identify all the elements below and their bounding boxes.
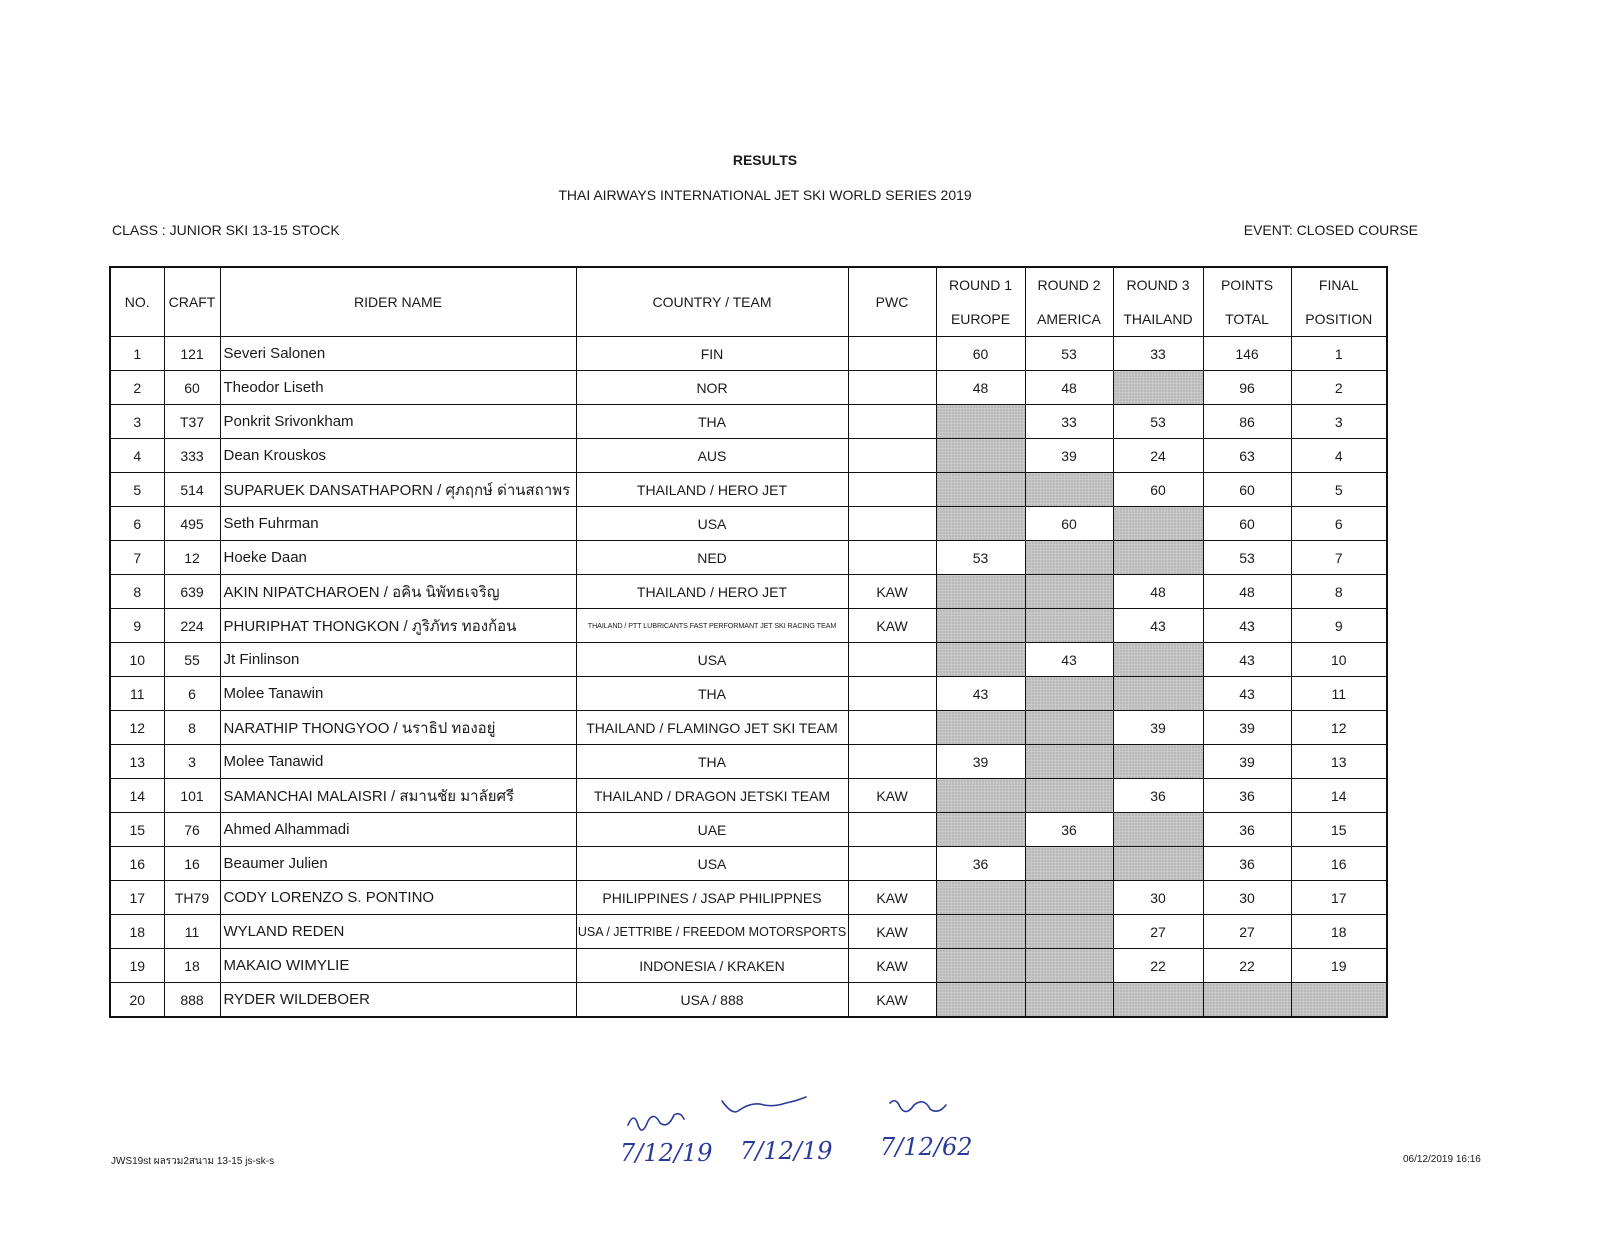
cell-no: 2 (110, 371, 164, 405)
cell-round2 (1025, 779, 1113, 813)
cell-craft: 18 (164, 949, 220, 983)
document-title: RESULTS (732, 152, 798, 168)
signature-2 (722, 1097, 806, 1112)
cell-country-team: NED (576, 541, 848, 575)
cell-country-team: USA / 888 (576, 983, 848, 1018)
cell-country-team: USA (576, 507, 848, 541)
cell-round1 (936, 881, 1025, 915)
table-row (110, 439, 1387, 473)
cell-rider-name: NARATHIP THONGYOO / นราธิป ทองอยู่ (220, 711, 576, 745)
signature-date-1: 7/12/19 (620, 1139, 713, 1167)
cell-no: 12 (110, 711, 164, 745)
cell-country-team: THAILAND / PTT LUBRICANTS FAST PERFORMANT JET SKI RACING TEAM (576, 609, 848, 643)
document-subtitle: THAI AIRWAYS INTERNATIONAL JET SKI WORLD SERIES 2019 (558, 187, 972, 203)
table-row (110, 881, 1387, 915)
cell-pwc: KAW (848, 915, 936, 949)
cell-round1 (936, 983, 1025, 1018)
cell-round3: 27 (1113, 915, 1203, 949)
cell-rider-name: Molee Tanawid (220, 745, 576, 779)
cell-country-team: THA (576, 745, 848, 779)
cell-pwc: KAW (848, 983, 936, 1018)
table-row (110, 779, 1387, 813)
cell-round1: 60 (936, 337, 1025, 371)
cell-round2 (1025, 541, 1113, 575)
cell-points-total: 30 (1203, 881, 1291, 915)
cell-final-position: 18 (1291, 915, 1387, 949)
signature-3 (890, 1101, 946, 1112)
cell-craft: TH79 (164, 881, 220, 915)
table-row (110, 983, 1387, 1018)
table-row (110, 711, 1387, 745)
table-row (110, 915, 1387, 949)
cell-points-total: 36 (1203, 813, 1291, 847)
cell-points-total: 22 (1203, 949, 1291, 983)
cell-round1 (936, 711, 1025, 745)
cell-round3 (1113, 813, 1203, 847)
cell-final-position: 9 (1291, 609, 1387, 643)
header-round2-location: AMERICA (1025, 302, 1113, 337)
table-row (110, 643, 1387, 677)
cell-final-position: 10 (1291, 643, 1387, 677)
cell-round1 (936, 405, 1025, 439)
cell-final-position: 8 (1291, 575, 1387, 609)
cell-pwc (848, 813, 936, 847)
table-row (110, 677, 1387, 711)
cell-no: 5 (110, 473, 164, 507)
cell-rider-name: Hoeke Daan (220, 541, 576, 575)
cell-no: 11 (110, 677, 164, 711)
cell-points-total: 60 (1203, 507, 1291, 541)
cell-round1 (936, 949, 1025, 983)
cell-points-total: 43 (1203, 609, 1291, 643)
table-row (110, 473, 1387, 507)
header-no: NO. (110, 267, 164, 337)
cell-round3: 60 (1113, 473, 1203, 507)
cell-rider-name: WYLAND REDEN (220, 915, 576, 949)
cell-round3: 43 (1113, 609, 1203, 643)
cell-round3: 36 (1113, 779, 1203, 813)
cell-craft: 888 (164, 983, 220, 1018)
cell-final-position: 14 (1291, 779, 1387, 813)
cell-round1 (936, 643, 1025, 677)
cell-country-team: THA (576, 677, 848, 711)
cell-craft: 514 (164, 473, 220, 507)
cell-round2 (1025, 847, 1113, 881)
cell-pwc: KAW (848, 881, 936, 915)
cell-points-total: 96 (1203, 371, 1291, 405)
cell-round2 (1025, 881, 1113, 915)
cell-rider-name: Beaumer Julien (220, 847, 576, 881)
cell-rider-name: SAMANCHAI MALAISRI / สมานชัย มาลัยศรี (220, 779, 576, 813)
table-row (110, 541, 1387, 575)
cell-no: 19 (110, 949, 164, 983)
cell-craft: 8 (164, 711, 220, 745)
header-rider-name: RIDER NAME (220, 267, 576, 337)
cell-craft: 76 (164, 813, 220, 847)
cell-no: 3 (110, 405, 164, 439)
cell-round1 (936, 439, 1025, 473)
cell-pwc (848, 541, 936, 575)
cell-pwc (848, 643, 936, 677)
cell-craft: 3 (164, 745, 220, 779)
table-row (110, 745, 1387, 779)
cell-points-total: 60 (1203, 473, 1291, 507)
cell-no: 9 (110, 609, 164, 643)
cell-round3: 48 (1113, 575, 1203, 609)
cell-craft: 101 (164, 779, 220, 813)
signature-date-2: 7/12/19 (740, 1137, 833, 1165)
cell-points-total: 43 (1203, 677, 1291, 711)
cell-round3 (1113, 677, 1203, 711)
header-row-top (110, 267, 1387, 302)
cell-points-total: 36 (1203, 847, 1291, 881)
cell-country-team: NOR (576, 371, 848, 405)
cell-round3: 30 (1113, 881, 1203, 915)
results-table (109, 266, 1388, 1018)
cell-round2 (1025, 949, 1113, 983)
cell-country-team: PHILIPPINES / JSAP PHILIPPNES (576, 881, 848, 915)
header-final-position: POSITION (1291, 302, 1387, 337)
cell-country-team: UAE (576, 813, 848, 847)
table-row (110, 507, 1387, 541)
cell-points-total: 36 (1203, 779, 1291, 813)
cell-pwc (848, 507, 936, 541)
cell-round1: 48 (936, 371, 1025, 405)
header-points: POINTS (1203, 267, 1291, 302)
cell-no: 1 (110, 337, 164, 371)
cell-points-total (1203, 983, 1291, 1018)
cell-craft: 495 (164, 507, 220, 541)
cell-pwc (848, 405, 936, 439)
cell-round3: 22 (1113, 949, 1203, 983)
cell-round1: 43 (936, 677, 1025, 711)
cell-pwc: KAW (848, 575, 936, 609)
cell-final-position: 16 (1291, 847, 1387, 881)
cell-craft: T37 (164, 405, 220, 439)
cell-round2 (1025, 575, 1113, 609)
cell-round1: 36 (936, 847, 1025, 881)
cell-country-team: THAILAND / HERO JET (576, 575, 848, 609)
cell-country-team: USA (576, 847, 848, 881)
table-row (110, 575, 1387, 609)
cell-craft: 55 (164, 643, 220, 677)
cell-round2 (1025, 677, 1113, 711)
cell-points-total: 146 (1203, 337, 1291, 371)
cell-final-position (1291, 983, 1387, 1018)
cell-pwc (848, 439, 936, 473)
cell-pwc (848, 473, 936, 507)
cell-pwc (848, 677, 936, 711)
table-row (110, 813, 1387, 847)
header-round2: ROUND 2 (1025, 267, 1113, 302)
cell-points-total: 86 (1203, 405, 1291, 439)
header-final: FINAL (1291, 267, 1387, 302)
cell-round3 (1113, 847, 1203, 881)
cell-round2 (1025, 609, 1113, 643)
cell-rider-name: RYDER WILDEBOER (220, 983, 576, 1018)
event-label: EVENT: CLOSED COURSE (1243, 222, 1418, 238)
cell-country-team: THAILAND / HERO JET (576, 473, 848, 507)
cell-round2: 48 (1025, 371, 1113, 405)
header-pwc: PWC (848, 267, 936, 337)
header-points-total: TOTAL (1203, 302, 1291, 337)
cell-craft: 11 (164, 915, 220, 949)
cell-craft: 639 (164, 575, 220, 609)
cell-round1 (936, 507, 1025, 541)
table-row (110, 337, 1387, 371)
cell-round2 (1025, 745, 1113, 779)
cell-round2: 43 (1025, 643, 1113, 677)
table-row (110, 371, 1387, 405)
cell-craft: 121 (164, 337, 220, 371)
cell-final-position: 1 (1291, 337, 1387, 371)
cell-round3 (1113, 507, 1203, 541)
cell-rider-name: Molee Tanawin (220, 677, 576, 711)
cell-round3: 39 (1113, 711, 1203, 745)
cell-final-position: 17 (1291, 881, 1387, 915)
cell-craft: 12 (164, 541, 220, 575)
cell-country-team: AUS (576, 439, 848, 473)
cell-points-total: 39 (1203, 745, 1291, 779)
cell-no: 8 (110, 575, 164, 609)
cell-rider-name: Theodor Liseth (220, 371, 576, 405)
cell-pwc (848, 371, 936, 405)
cell-no: 18 (110, 915, 164, 949)
cell-points-total: 39 (1203, 711, 1291, 745)
cell-round1 (936, 779, 1025, 813)
cell-rider-name: MAKAIO WIMYLIE (220, 949, 576, 983)
cell-round2: 53 (1025, 337, 1113, 371)
signatures (620, 1095, 1000, 1195)
cell-round1 (936, 813, 1025, 847)
cell-rider-name: SUPARUEK DANSATHAPORN / ศุภฤกษ์ ด่านสถาพร (220, 473, 576, 507)
cell-country-team: INDONESIA / KRAKEN (576, 949, 848, 983)
cell-rider-name: Seth Fuhrman (220, 507, 576, 541)
cell-round2: 36 (1025, 813, 1113, 847)
cell-no: 20 (110, 983, 164, 1018)
cell-no: 7 (110, 541, 164, 575)
cell-craft: 60 (164, 371, 220, 405)
cell-no: 6 (110, 507, 164, 541)
cell-final-position: 5 (1291, 473, 1387, 507)
cell-round3 (1113, 371, 1203, 405)
cell-country-team: USA (576, 643, 848, 677)
header-country-team: COUNTRY / TEAM (576, 267, 848, 337)
header-round1-location: EUROPE (936, 302, 1025, 337)
cell-country-team: FIN (576, 337, 848, 371)
cell-final-position: 6 (1291, 507, 1387, 541)
cell-round1: 53 (936, 541, 1025, 575)
cell-pwc: KAW (848, 949, 936, 983)
cell-round3 (1113, 541, 1203, 575)
cell-points-total: 53 (1203, 541, 1291, 575)
cell-pwc (848, 711, 936, 745)
cell-round1 (936, 915, 1025, 949)
cell-round1 (936, 575, 1025, 609)
cell-no: 14 (110, 779, 164, 813)
cell-round2: 33 (1025, 405, 1113, 439)
cell-points-total: 63 (1203, 439, 1291, 473)
cell-craft: 16 (164, 847, 220, 881)
class-label: CLASS : JUNIOR SKI 13-15 STOCK (112, 222, 340, 238)
cell-rider-name: Ahmed Alhammadi (220, 813, 576, 847)
cell-pwc (848, 745, 936, 779)
cell-pwc (848, 847, 936, 881)
cell-round3: 24 (1113, 439, 1203, 473)
header-round3-location: THAILAND (1113, 302, 1203, 337)
cell-rider-name: Jt Finlinson (220, 643, 576, 677)
cell-round2: 60 (1025, 507, 1113, 541)
header-round1: ROUND 1 (936, 267, 1025, 302)
cell-final-position: 13 (1291, 745, 1387, 779)
cell-final-position: 3 (1291, 405, 1387, 439)
cell-rider-name: PHURIPHAT THONGKON / ภูริภัทร ทองก้อน (220, 609, 576, 643)
cell-country-team: THAILAND / DRAGON JETSKI TEAM (576, 779, 848, 813)
cell-rider-name: Severi Salonen (220, 337, 576, 371)
cell-final-position: 15 (1291, 813, 1387, 847)
cell-pwc: KAW (848, 779, 936, 813)
cell-final-position: 2 (1291, 371, 1387, 405)
table-row (110, 405, 1387, 439)
cell-country-team: USA / JETTRIBE / FREEDOM MOTORSPORTS (576, 915, 848, 949)
cell-round3: 33 (1113, 337, 1203, 371)
cell-pwc (848, 337, 936, 371)
cell-rider-name: Dean Krouskos (220, 439, 576, 473)
cell-craft: 333 (164, 439, 220, 473)
cell-no: 15 (110, 813, 164, 847)
cell-final-position: 7 (1291, 541, 1387, 575)
cell-no: 13 (110, 745, 164, 779)
cell-round1: 39 (936, 745, 1025, 779)
cell-round3 (1113, 643, 1203, 677)
table-row (110, 609, 1387, 643)
cell-round2: 39 (1025, 439, 1113, 473)
cell-round2 (1025, 915, 1113, 949)
cell-country-team: THAILAND / FLAMINGO JET SKI TEAM (576, 711, 848, 745)
table-row (110, 949, 1387, 983)
signature-date-3: 7/12/62 (880, 1133, 973, 1161)
header-round3: ROUND 3 (1113, 267, 1203, 302)
cell-round3: 53 (1113, 405, 1203, 439)
cell-craft: 6 (164, 677, 220, 711)
cell-round3 (1113, 983, 1203, 1018)
cell-round1 (936, 473, 1025, 507)
cell-round2 (1025, 473, 1113, 507)
cell-pwc: KAW (848, 609, 936, 643)
cell-final-position: 12 (1291, 711, 1387, 745)
cell-country-team: THA (576, 405, 848, 439)
cell-final-position: 19 (1291, 949, 1387, 983)
cell-points-total: 48 (1203, 575, 1291, 609)
cell-round2 (1025, 983, 1113, 1018)
cell-rider-name: Ponkrit Srivonkham (220, 405, 576, 439)
cell-points-total: 43 (1203, 643, 1291, 677)
cell-no: 10 (110, 643, 164, 677)
signature-1 (628, 1114, 684, 1130)
cell-round3 (1113, 745, 1203, 779)
cell-no: 4 (110, 439, 164, 473)
footer-timestamp: 06/12/2019 16:16 (1403, 1154, 1481, 1165)
cell-craft: 224 (164, 609, 220, 643)
cell-rider-name: CODY LORENZO S. PONTINO (220, 881, 576, 915)
results-body (110, 337, 1387, 1018)
cell-points-total: 27 (1203, 915, 1291, 949)
table-row (110, 847, 1387, 881)
cell-round2 (1025, 711, 1113, 745)
cell-no: 17 (110, 881, 164, 915)
cell-final-position: 4 (1291, 439, 1387, 473)
cell-no: 16 (110, 847, 164, 881)
cell-round1 (936, 609, 1025, 643)
cell-rider-name: AKIN NIPATCHAROEN / อคิน นิพัทธเจริญ (220, 575, 576, 609)
cell-final-position: 11 (1291, 677, 1387, 711)
header-craft: CRAFT (164, 267, 220, 337)
footer-file-label: JWS19st ผลรวม2สนาม 13-15 js-sk-s (111, 1156, 275, 1167)
